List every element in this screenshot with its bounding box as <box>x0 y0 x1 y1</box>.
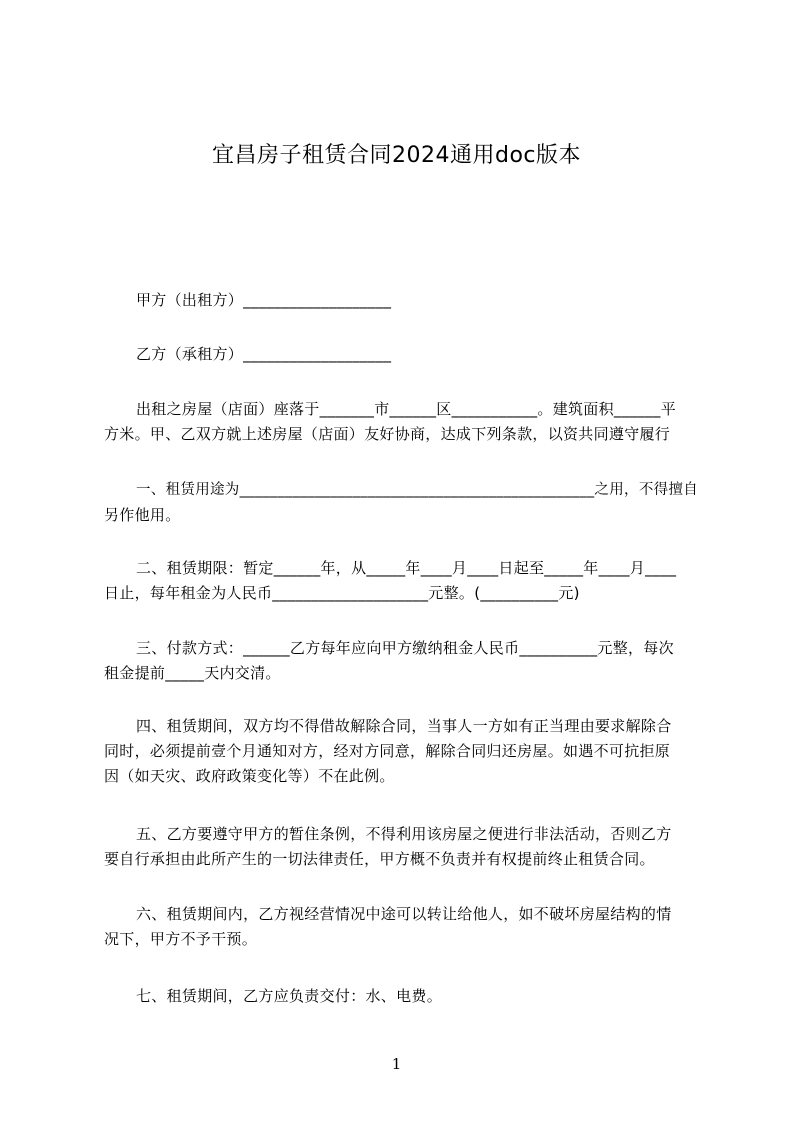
party-a-text: 甲方（出租方）___________________ <box>136 291 392 309</box>
clause-2-paragraph <box>104 556 700 606</box>
clause-5-paragraph <box>104 822 700 872</box>
party-b-text: 乙方（承租方）___________________ <box>136 345 392 363</box>
clause-5-line-2: 要自行承担由此所产生的一切法律责任，甲方概不负责并有权提前终止租赁合同。 <box>104 850 655 868</box>
clause-1-line-1: 一、租赁用途为_______________________________________________之用，不得擅自 <box>136 482 699 498</box>
clause-6-paragraph <box>104 902 700 952</box>
intro-paragraph <box>104 397 700 447</box>
intro-line-2: 方米。甲、乙双方就上述房屋（店面）友好协商，达成下列条款，以资共同遵守履行 <box>104 425 671 443</box>
clause-7-paragraph <box>104 984 700 1009</box>
clause-3-line-2: 租金提前_____天内交清。 <box>104 664 281 682</box>
intro-line-1: 出租之房屋（店面）座落于_______市______区___________。建筑面积______平 <box>136 400 677 418</box>
clause-2-line-1: 二、租赁期限：暂定______年，从_____年____月____日起至_____年____月____ <box>136 559 677 577</box>
clause-2-line-2: 日止，每年租金为人民币____________________元整。(__________元) <box>104 584 580 602</box>
party-b-line <box>104 342 700 367</box>
clause-6-line-2: 况下，甲方不予干预。 <box>104 930 258 948</box>
page-number: 1 <box>391 1055 402 1073</box>
clause-6-line-1: 六、租赁期间内，乙方视经营情况中途可以转让给他人，如不破坏房屋结构的情 <box>136 905 672 923</box>
clause-3-paragraph <box>104 636 700 686</box>
document-title: 宜昌房子租赁合同2024通用doc版本 <box>211 143 581 168</box>
party-a-line <box>104 288 700 313</box>
clause-1-paragraph <box>104 478 700 528</box>
clause-5-line-1: 五、乙方要遵守甲方的暂住条例，不得利用该房屋之便进行非法活动，否则乙方 <box>136 825 672 843</box>
clause-4-line-3: 因（如天灾、政府政策变化等）不在此例。 <box>104 767 395 785</box>
clause-1-line-2: 另作他用。 <box>104 506 181 524</box>
clause-3-line-1: 三、付款方式：______乙方每年应向甲方缴纳租金人民币__________元整，每次 <box>136 639 674 657</box>
clause-4-line-1: 四、租赁期间，双方均不得借故解除合同，当事人一方如有正当理由要求解除合 <box>136 717 672 735</box>
clause-7-line-1: 七、租赁期间，乙方应负责交付：水、电费。 <box>136 987 443 1005</box>
clause-4-paragraph <box>104 714 700 789</box>
clause-4-line-2: 同时，必须提前壹个月通知对方，经对方同意，解除合同归还房屋。如遇不可抗拒原 <box>104 742 671 760</box>
